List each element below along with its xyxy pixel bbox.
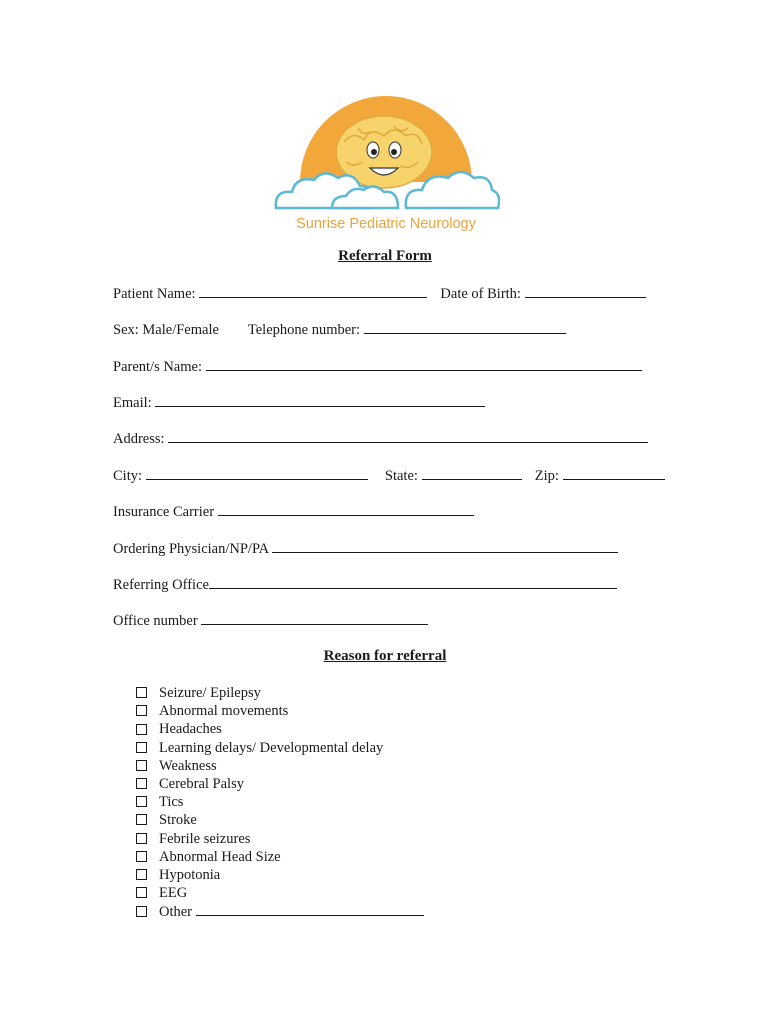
parents-row: [113, 357, 642, 376]
list-item[interactable]: [136, 702, 424, 720]
checklist-label: EEG: [159, 885, 188, 902]
list-item[interactable]: [136, 830, 424, 848]
list-item[interactable]: [136, 720, 424, 738]
patient-name-label: Patient Name:: [113, 286, 196, 302]
telephone-field[interactable]: [364, 320, 566, 334]
checkbox[interactable]: [136, 906, 147, 917]
checkbox[interactable]: [136, 724, 147, 735]
office-number-row: [113, 611, 428, 630]
checklist-label: Learning delays/ Developmental delay: [159, 739, 384, 756]
checklist-label: Weakness: [159, 757, 217, 774]
email-field[interactable]: [155, 393, 485, 407]
checkbox[interactable]: [136, 851, 147, 862]
city-state-zip-row: [113, 466, 665, 485]
checklist-label: Cerebral Palsy: [159, 775, 244, 792]
address-label: Address:: [113, 431, 165, 447]
sunrise-pediatric-neurology-logo: [272, 90, 500, 238]
checkbox[interactable]: [136, 742, 147, 753]
reason-for-referral-title: Reason for referral: [323, 648, 447, 664]
address-row: [113, 429, 648, 448]
list-item[interactable]: [136, 848, 424, 866]
checklist-label: Headaches: [159, 721, 222, 738]
physician-row: [113, 539, 618, 558]
form-title: Referral Form: [338, 248, 432, 264]
checklist-label: Abnormal Head Size: [159, 848, 281, 865]
list-item[interactable]: [136, 684, 424, 702]
physician-field[interactable]: [272, 539, 618, 553]
list-item[interactable]: [136, 793, 424, 811]
city-label: City:: [113, 468, 143, 484]
list-item[interactable]: [136, 739, 424, 757]
email-label: Email:: [113, 395, 152, 411]
sex-label: Sex: Male/Female: [113, 322, 219, 338]
checklist-label: Seizure/ Epilepsy: [159, 685, 261, 701]
checkbox[interactable]: [136, 705, 147, 716]
state-label: State:: [384, 468, 418, 484]
address-field[interactable]: [168, 429, 648, 443]
reason-checklist: [136, 684, 424, 920]
checkbox[interactable]: [136, 814, 147, 825]
list-item[interactable]: [136, 884, 424, 902]
state-field[interactable]: [422, 466, 522, 480]
checklist-label: Tics: [159, 794, 184, 811]
parents-label: Parent/s Name:: [113, 359, 202, 375]
checklist-label: Abnormal movements: [159, 703, 289, 720]
checklist-label: Stroke: [159, 812, 197, 829]
zip-label: Zip:: [534, 468, 559, 484]
checkbox[interactable]: [136, 687, 147, 698]
dob-label: Date of Birth:: [440, 286, 521, 302]
referring-office-row: [113, 575, 617, 594]
checkbox[interactable]: [136, 869, 147, 880]
insurance-row: [113, 502, 474, 521]
insurance-label: Insurance Carrier: [113, 504, 215, 520]
office-number-label: Office number: [113, 613, 198, 629]
patient-name-field[interactable]: [199, 284, 427, 298]
checkbox[interactable]: [136, 833, 147, 844]
patient-name-row: [113, 284, 646, 303]
list-item[interactable]: [136, 902, 424, 920]
sex-telephone-row: [113, 320, 566, 339]
city-field[interactable]: [146, 466, 368, 480]
logo-text: Sunrise Pediatric Neurology: [296, 216, 476, 232]
referring-office-label: Referring Office: [113, 577, 209, 593]
checklist-label: Febrile seizures: [159, 830, 251, 847]
checkbox[interactable]: [136, 778, 147, 789]
list-item[interactable]: [136, 811, 424, 829]
telephone-label: Telephone number:: [247, 322, 361, 338]
checklist-label: Other: [159, 904, 193, 921]
checkbox[interactable]: [136, 760, 147, 771]
other-field[interactable]: [196, 902, 424, 916]
zip-field[interactable]: [563, 466, 665, 480]
list-item[interactable]: [136, 775, 424, 793]
email-row: [113, 393, 485, 412]
checkbox[interactable]: [136, 887, 147, 898]
checklist-label: Hypotonia: [159, 866, 221, 883]
referring-office-field[interactable]: [209, 575, 617, 589]
list-item[interactable]: [136, 866, 424, 884]
office-number-field[interactable]: [201, 611, 428, 625]
checkbox[interactable]: [136, 796, 147, 807]
dob-field[interactable]: [525, 284, 646, 298]
insurance-field[interactable]: [218, 502, 474, 516]
physician-label: Ordering Physician/NP/PA: [113, 541, 269, 557]
list-item[interactable]: [136, 757, 424, 775]
parents-field[interactable]: [206, 357, 642, 371]
